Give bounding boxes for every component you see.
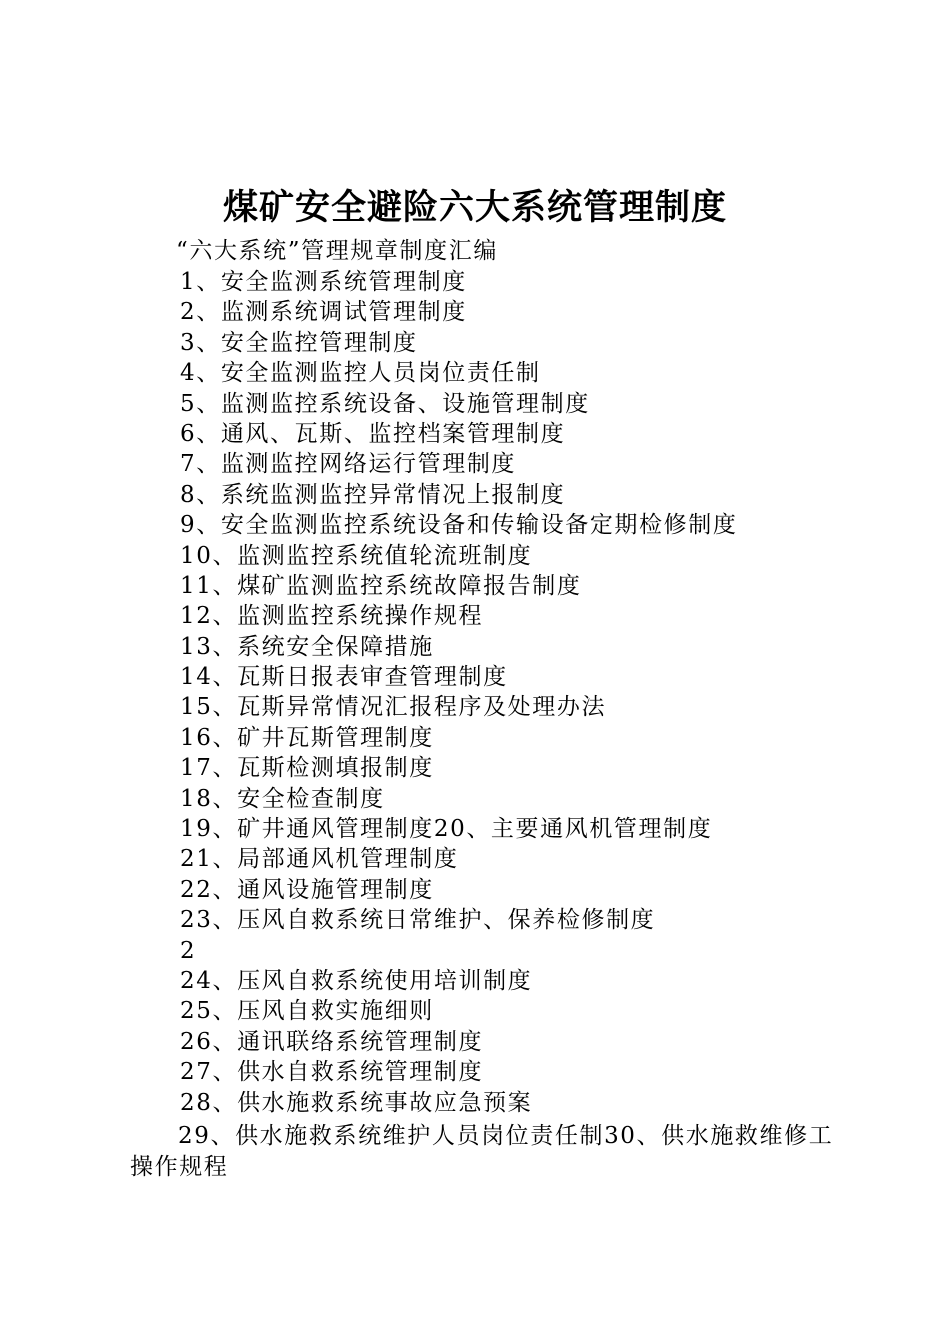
list-item: 1、安全监测系统管理制度 xyxy=(180,269,467,295)
list-item: 9、安全监测监控系统设备和传输设备定期检修制度 xyxy=(180,512,738,539)
list-item: 7、监测监控网络运行管理制度 xyxy=(180,451,517,478)
list-item: 18、安全检查制度 xyxy=(180,785,385,812)
list-item: 23、压风自救系统日常维护、保养检修制度 xyxy=(180,907,656,934)
list-item: 4、安全监测监控人员岗位责任制 xyxy=(180,360,541,387)
list-item: 15、瓦斯异常情况汇报程序及处理办法 xyxy=(180,694,607,721)
list-item: 17、瓦斯检测填报制度 xyxy=(180,755,434,782)
list-item: 27、供水自救系统管理制度 xyxy=(180,1059,484,1086)
list-item: 24、压风自救系统使用培训制度 xyxy=(180,967,533,994)
list-item: 19、矿井通风管理制度20、主要通风机管理制度 xyxy=(180,816,713,843)
list-item: 14、瓦斯日报表审查管理制度 xyxy=(180,664,508,691)
list-item: 6、通风、瓦斯、监控档案管理制度 xyxy=(180,420,566,447)
regulation-list xyxy=(180,267,737,1118)
document-subtitle: “六大系统”管理规章制度汇编 xyxy=(176,238,498,264)
list-item: 3、安全监控管理制度 xyxy=(180,329,418,356)
list-item: 26、通讯联络系统管理制度 xyxy=(180,1028,484,1055)
list-item: 16、矿井瓦斯管理制度 xyxy=(180,724,434,751)
list-item: 25、压风自救实施细则 xyxy=(180,998,434,1025)
final-list-paragraph: 29、供水施救系统维护人员岗位责任制30、供水施救维修工操作规程 xyxy=(130,1123,834,1180)
list-item: 22、通风设施管理制度 xyxy=(180,876,434,903)
document-title: 煤矿安全避险六大系统管理制度 xyxy=(222,187,727,228)
page-number-artifact: 2 xyxy=(180,937,197,964)
list-item: 5、监测监控系统设备、设施管理制度 xyxy=(180,390,590,417)
list-item: 28、供水施救系统事故应急预案 xyxy=(180,1089,533,1116)
list-item: 2、监测系统调试管理制度 xyxy=(180,299,467,326)
list-item: 10、监测监控系统值轮流班制度 xyxy=(180,542,533,569)
list-item: 11、煤矿监测监控系统故障报告制度 xyxy=(180,572,582,599)
list-item: 12、监测监控系统操作规程 xyxy=(180,603,484,630)
list-item: 8、系统监测监控异常情况上报制度 xyxy=(180,481,566,508)
list-item: 13、系统安全保障措施 xyxy=(180,633,434,660)
list-item: 21、局部通风机管理制度 xyxy=(180,846,459,873)
